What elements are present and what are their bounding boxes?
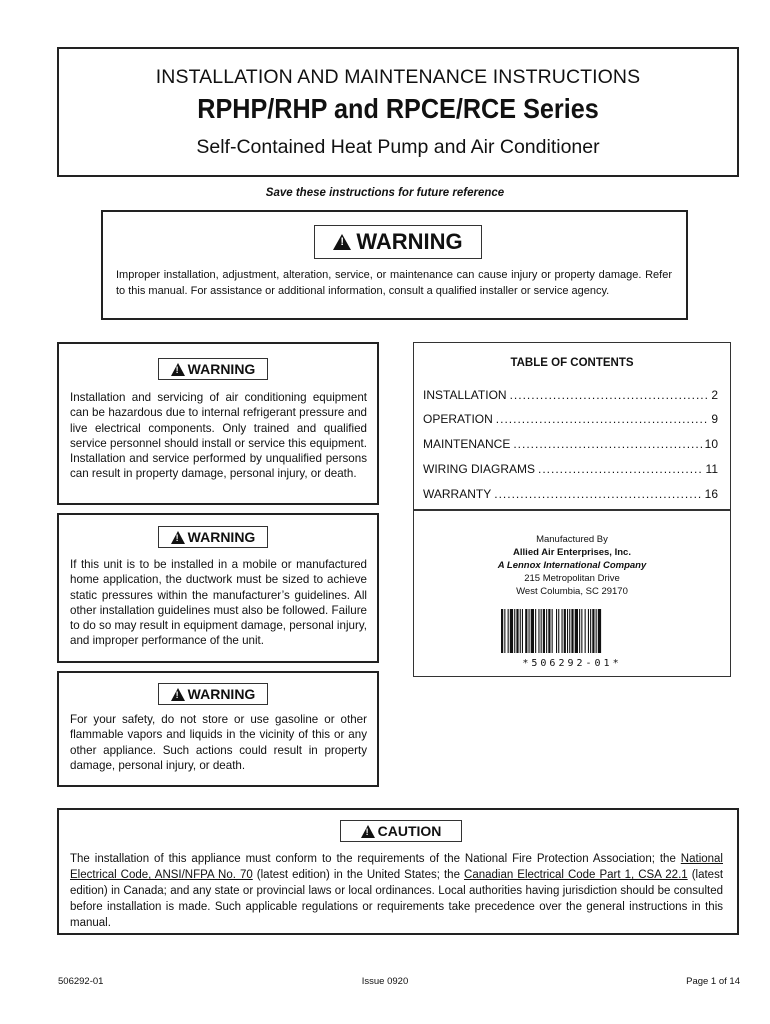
table-of-contents	[413, 342, 731, 510]
barcode-bar	[579, 609, 580, 653]
barcode-bar	[538, 609, 539, 653]
caution-text	[70, 851, 723, 931]
barcode-bar	[598, 609, 601, 653]
warning-label	[158, 683, 268, 705]
barcode-number: *506292-01*	[522, 658, 622, 669]
doc-type-heading: INSTALLATION AND MAINTENANCE INSTRUCTIONS	[155, 66, 641, 88]
caution-label	[340, 820, 462, 842]
toc-entry-installation[interactable]	[423, 388, 718, 402]
footer-issue: Issue 0920	[361, 976, 409, 987]
warning-triangle-icon	[361, 825, 375, 838]
manufacturer-box	[413, 510, 731, 677]
toc-entry-operation[interactable]	[423, 412, 718, 426]
toc-leader-dots	[510, 388, 709, 402]
footer-page-number: Page 1 of 14	[686, 976, 740, 987]
toc-entry-page: 10	[704, 437, 718, 451]
warning-triangle-icon	[171, 363, 185, 376]
warning-label	[158, 358, 268, 380]
warning-text: Installation and servicing of air conditioning equipment can be hazardous due to internal refrigerant pressure and live electrical components. Only trained and qualified service personnel should install or service this equipment. Installation and service performed by unqualified persons can result in property damage, personal injury, or death.	[70, 391, 367, 481]
barcode-bar	[571, 609, 573, 653]
toc-entry-label: WARRANTY	[423, 487, 492, 501]
toc-entry-page: 9	[711, 412, 718, 426]
toc-entry-page: 2	[711, 388, 718, 402]
footer-doc-number: 506292-01	[58, 976, 104, 987]
barcode-bar	[520, 609, 521, 653]
title-box	[57, 47, 739, 177]
warning-label	[314, 225, 482, 259]
caution-box	[57, 808, 739, 935]
toc-entry-maintenance[interactable]	[423, 437, 718, 451]
product-subtitle: Self-Contained Heat Pump and Air Conditioner	[196, 136, 600, 158]
warning-box-refrigerant	[57, 342, 379, 505]
barcode-bar	[546, 609, 547, 653]
warning-text: If this unit is to be installed in a mobile or manufactured home application, the ductwork must be sized to achieve static pressures within the manufacturer’s guidelines. All other installation guidelines must also be followed. Failure to do so may result in equipment damage, personal injury, and improper performance of the unit.	[70, 558, 367, 648]
barcode-bar	[535, 609, 536, 653]
warning-box-mobile-home	[57, 513, 379, 663]
barcode-bar	[558, 609, 559, 653]
barcode-bar	[575, 609, 578, 653]
barcode-bar	[556, 609, 557, 653]
toc-entry-warranty[interactable]	[423, 487, 718, 501]
warning-label-text: WARNING	[187, 686, 256, 702]
warning-text: For your safety, do not store or use gasoline or other flammable vapors and liquids in the vicinity of this or any other appliance. Such actions could result in property damage, personal injury, or death.	[70, 713, 367, 772]
cec-reference: Canadian Electrical Code Part 1, CSA 22.1	[464, 869, 688, 881]
barcode-bar	[514, 609, 515, 653]
caution-label-text: CAUTION	[377, 823, 442, 839]
toc-entry-label: INSTALLATION	[423, 388, 507, 402]
warning-triangle-icon	[171, 531, 185, 544]
barcode-bar	[525, 609, 527, 653]
barcode-bar	[567, 609, 568, 653]
warning-label-text: WARNING	[356, 229, 463, 254]
toc-entry-label: WIRING DIAGRAMS	[423, 462, 536, 476]
toc-entry-page: 16	[704, 487, 718, 501]
barcode-bar	[590, 609, 591, 653]
barcode-bar	[552, 609, 553, 653]
barcode-bar	[504, 609, 505, 653]
warning-box-gasoline	[57, 671, 379, 787]
warning-triangle-icon	[333, 234, 351, 250]
toc-leader-dots	[538, 462, 703, 476]
warning-label-text: WARNING	[187, 529, 256, 545]
toc-leader-dots	[513, 437, 701, 451]
warning-triangle-icon	[171, 688, 185, 701]
parent-company: A Lennox International Company	[497, 560, 647, 571]
company-name: Allied Air Enterprises, Inc.	[513, 547, 631, 558]
barcode-bar	[531, 609, 534, 653]
barcode-bar	[543, 609, 545, 653]
barcode-bar	[522, 609, 523, 653]
barcode-bar	[581, 609, 582, 653]
toc-entry-label: MAINTENANCE	[423, 437, 511, 451]
street-address: 215 Metropolitan Drive	[524, 573, 620, 584]
caution-text-part: (latest edition) in Canada; and any state or provincial laws or local ordinances. Local authorities having jurisdiction should be consulted before installation is made. Such applicable regulations or requirements take precedence over the general instructions in this manual.	[70, 869, 724, 929]
caution-text-part: The installation of this appliance must conform to the requirements of the National Fire Protection Association; the	[70, 853, 681, 865]
barcode-bar	[585, 609, 586, 653]
caution-text-part: (latest edition) in the United States; the	[252, 869, 465, 881]
barcode-bar	[541, 609, 542, 653]
product-series-title: RPHP/RHP and RPCE/RCE Series	[197, 93, 599, 124]
barcode-bar	[588, 609, 589, 653]
barcode-bar	[501, 609, 503, 653]
barcode-graphic	[501, 609, 651, 653]
toc-entry-wiring-diagrams[interactable]	[423, 462, 718, 476]
barcode-bar	[596, 609, 597, 653]
main-warning-box	[101, 210, 688, 320]
warning-label-text: WARNING	[187, 361, 256, 377]
barcode-bar	[592, 609, 594, 653]
barcode-bar	[508, 609, 509, 653]
barcode-bar	[510, 609, 513, 653]
barcode-bar	[516, 609, 518, 653]
toc-leader-dots	[496, 412, 709, 426]
city-state-zip: West Columbia, SC 29170	[516, 586, 628, 597]
toc-entry-page: 11	[705, 462, 718, 476]
barcode-bar	[548, 609, 550, 653]
toc-entry-label: OPERATION	[423, 412, 493, 426]
barcode-bar	[562, 609, 563, 653]
barcode-bar	[529, 609, 530, 653]
warning-label	[158, 526, 268, 548]
save-instructions-note: Save these instructions for future reference	[265, 187, 505, 199]
manufactured-by-label: Manufactured By	[536, 534, 608, 545]
warning-text: Improper installation, adjustment, alteration, service, or maintenance can cause injury or property damage. Refer to this manual. For assistance or additional information, consult a qualified installer or service agency.	[116, 269, 672, 297]
toc-title: TABLE OF CONTENTS	[510, 357, 634, 369]
barcode-bar	[564, 609, 566, 653]
barcode-bar	[569, 609, 570, 653]
toc-leader-dots	[494, 487, 701, 501]
nec-reference: National Electrical Code, ANSI/NFPA No. 70	[70, 853, 723, 881]
